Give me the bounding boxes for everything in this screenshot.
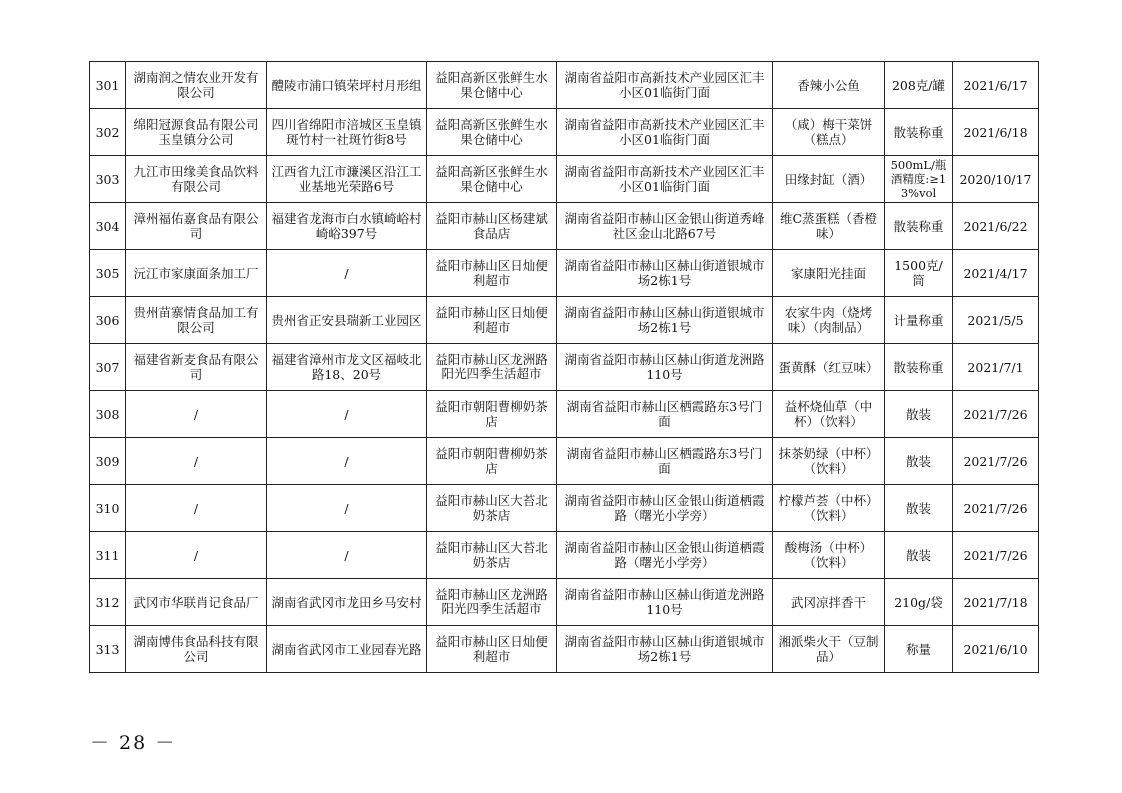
- cell-spec: 208克/罐: [885, 62, 953, 109]
- cell-no: 306: [90, 297, 126, 344]
- cell-seller-address: 湖南省益阳市高新技术产业园区汇丰小区01临街门面: [557, 156, 773, 203]
- cell-seller-address: 湖南省益阳市赫山区金银山街道栖霞路（曙光小学旁）: [557, 532, 773, 579]
- cell-producer: /: [126, 485, 267, 532]
- cell-producer: 漳州福佑嘉食品有限公司: [126, 203, 267, 250]
- cell-producer-address: /: [267, 391, 427, 438]
- table-body: [90, 62, 1039, 673]
- table-row: [90, 579, 1039, 626]
- cell-product: 湘派柴火干（豆制品）: [773, 626, 885, 673]
- cell-producer: 贵州苗寨情食品加工有限公司: [126, 297, 267, 344]
- cell-date: 2021/7/26: [953, 391, 1039, 438]
- cell-producer-address: 四川省绵阳市涪城区玉皇镇斑竹村一社斑竹街8号: [267, 109, 427, 156]
- cell-product: 田缘封缸（酒）: [773, 156, 885, 203]
- cell-seller-address: 湖南省益阳市赫山区赫山街道龙洲路110号: [557, 344, 773, 391]
- table-row: [90, 250, 1039, 297]
- cell-producer: 湖南博伟食品科技有限公司: [126, 626, 267, 673]
- table-row: [90, 391, 1039, 438]
- table-row: [90, 156, 1039, 203]
- cell-seller: 益阳市赫山区日灿便利超市: [427, 297, 557, 344]
- cell-no: 311: [90, 532, 126, 579]
- cell-producer-address: 贵州省正安县瑞新工业园区: [267, 297, 427, 344]
- cell-product: 抹茶奶绿（中杯）（饮料）: [773, 438, 885, 485]
- cell-spec: 散装: [885, 438, 953, 485]
- cell-date: 2021/6/22: [953, 203, 1039, 250]
- cell-date: 2021/5/5: [953, 297, 1039, 344]
- table-row: [90, 344, 1039, 391]
- cell-producer: 绵阳冠源食品有限公司玉皇镇分公司: [126, 109, 267, 156]
- cell-date: 2021/7/26: [953, 532, 1039, 579]
- cell-producer: 湖南润之情农业开发有限公司: [126, 62, 267, 109]
- cell-date: 2021/7/18: [953, 579, 1039, 626]
- cell-spec: 称量: [885, 626, 953, 673]
- cell-seller: 益阳市赫山区日灿便利超市: [427, 250, 557, 297]
- cell-seller: 益阳市朝阳曹柳奶茶店: [427, 438, 557, 485]
- cell-no: 304: [90, 203, 126, 250]
- cell-producer-address: /: [267, 485, 427, 532]
- cell-date: 2021/6/18: [953, 109, 1039, 156]
- cell-spec: 散装称重: [885, 344, 953, 391]
- cell-producer: /: [126, 438, 267, 485]
- cell-spec: 500mL/瓶 酒精度:≥13%vol: [885, 156, 953, 203]
- cell-spec: 散装: [885, 485, 953, 532]
- cell-producer-address: /: [267, 438, 427, 485]
- cell-product: 益杯烧仙草（中杯）（饮料）: [773, 391, 885, 438]
- cell-seller-address: 湖南省益阳市高新技术产业园区汇丰小区01临街门面: [557, 62, 773, 109]
- table-row: [90, 297, 1039, 344]
- cell-no: 307: [90, 344, 126, 391]
- cell-no: 305: [90, 250, 126, 297]
- cell-product: 维C蒸蛋糕（香橙味）: [773, 203, 885, 250]
- cell-product: 家康阳光挂面: [773, 250, 885, 297]
- cell-seller-address: 湖南省益阳市赫山区赫山街道龙洲路110号: [557, 579, 773, 626]
- cell-no: 301: [90, 62, 126, 109]
- cell-spec: 散装: [885, 532, 953, 579]
- cell-seller: 益阳市赫山区杨建斌食品店: [427, 203, 557, 250]
- cell-product: 香辣小公鱼: [773, 62, 885, 109]
- cell-no: 308: [90, 391, 126, 438]
- cell-seller-address: 湖南省益阳市赫山区金银山街道栖霞路（曙光小学旁）: [557, 485, 773, 532]
- cell-spec: 散装称重: [885, 109, 953, 156]
- cell-spec: 计量称重: [885, 297, 953, 344]
- cell-no: 310: [90, 485, 126, 532]
- cell-date: 2021/6/17: [953, 62, 1039, 109]
- table-row: [90, 626, 1039, 673]
- table-row: [90, 109, 1039, 156]
- cell-no: 313: [90, 626, 126, 673]
- cell-seller-address: 湖南省益阳市赫山区金银山街道秀峰社区金山北路67号: [557, 203, 773, 250]
- cell-seller: 益阳市赫山区日灿便利超市: [427, 626, 557, 673]
- cell-product: （咸）梅干菜饼（糕点）: [773, 109, 885, 156]
- cell-seller: 益阳高新区张鲜生水果仓储中心: [427, 62, 557, 109]
- table-row: [90, 62, 1039, 109]
- table-row: [90, 203, 1039, 250]
- cell-seller-address: 湖南省益阳市赫山区赫山街道银城市场2栋1号: [557, 626, 773, 673]
- cell-no: 303: [90, 156, 126, 203]
- table-row: [90, 532, 1039, 579]
- cell-seller-address: 湖南省益阳市赫山区赫山街道银城市场2栋1号: [557, 297, 773, 344]
- page-number: － 28 －: [90, 732, 177, 754]
- cell-no: 302: [90, 109, 126, 156]
- cell-seller: 益阳市朝阳曹柳奶茶店: [427, 391, 557, 438]
- cell-seller-address: 湖南省益阳市赫山区栖霞路东3号门面: [557, 438, 773, 485]
- cell-seller: 益阳市赫山区大苔北奶茶店: [427, 532, 557, 579]
- cell-producer: 九江市田缘美食品饮料有限公司: [126, 156, 267, 203]
- cell-date: 2021/7/1: [953, 344, 1039, 391]
- cell-producer: /: [126, 391, 267, 438]
- cell-seller-address: 湖南省益阳市赫山区赫山街道银城市场2栋1号: [557, 250, 773, 297]
- cell-seller: 益阳市赫山区龙洲路阳光四季生活超市: [427, 344, 557, 391]
- cell-no: 312: [90, 579, 126, 626]
- cell-seller-address: 湖南省益阳市高新技术产业园区汇丰小区01临街门面: [557, 109, 773, 156]
- cell-product: 柠檬芦荟（中杯）（饮料）: [773, 485, 885, 532]
- cell-product: 酸梅汤（中杯）（饮料）: [773, 532, 885, 579]
- cell-producer-address: /: [267, 532, 427, 579]
- cell-producer-address: 江西省九江市濂溪区沿江工业基地光荣路6号: [267, 156, 427, 203]
- cell-no: 309: [90, 438, 126, 485]
- cell-seller: 益阳高新区张鲜生水果仓储中心: [427, 156, 557, 203]
- cell-producer-address: 湖南省武冈市龙田乡马安村: [267, 579, 427, 626]
- cell-date: 2021/7/26: [953, 438, 1039, 485]
- cell-producer-address: /: [267, 250, 427, 297]
- cell-producer: /: [126, 532, 267, 579]
- cell-product: 蛋黄酥（红豆味）: [773, 344, 885, 391]
- cell-producer: 武冈市华联肖记食品厂: [126, 579, 267, 626]
- cell-date: 2021/7/26: [953, 485, 1039, 532]
- cell-producer-address: 醴陵市浦口镇荣坪村月形组: [267, 62, 427, 109]
- cell-producer-address: 湖南省武冈市工业园春光路: [267, 626, 427, 673]
- cell-seller: 益阳高新区张鲜生水果仓储中心: [427, 109, 557, 156]
- cell-producer-address: 福建省漳州市龙文区福岐北路18、20号: [267, 344, 427, 391]
- cell-producer: 沅江市家康面条加工厂: [126, 250, 267, 297]
- cell-spec: 散装称重: [885, 203, 953, 250]
- cell-seller: 益阳市赫山区大苔北奶茶店: [427, 485, 557, 532]
- cell-spec: 1500克/筒: [885, 250, 953, 297]
- table-row: [90, 485, 1039, 532]
- sampling-table: [89, 61, 1039, 673]
- cell-date: 2021/4/17: [953, 250, 1039, 297]
- table-row: [90, 438, 1039, 485]
- cell-product: 农家牛肉（烧烤味）（肉制品）: [773, 297, 885, 344]
- cell-seller-address: 湖南省益阳市赫山区栖霞路东3号门面: [557, 391, 773, 438]
- cell-spec: 210g/袋: [885, 579, 953, 626]
- cell-date: 2021/6/10: [953, 626, 1039, 673]
- cell-producer: 福建省新麦食品有限公司: [126, 344, 267, 391]
- cell-spec: 散装: [885, 391, 953, 438]
- cell-producer-address: 福建省龙海市白水镇崎峪村崎峪397号: [267, 203, 427, 250]
- cell-date: 2020/10/17: [953, 156, 1039, 203]
- cell-seller: 益阳市赫山区龙洲路阳光四季生活超市: [427, 579, 557, 626]
- cell-product: 武冈凉拌香干: [773, 579, 885, 626]
